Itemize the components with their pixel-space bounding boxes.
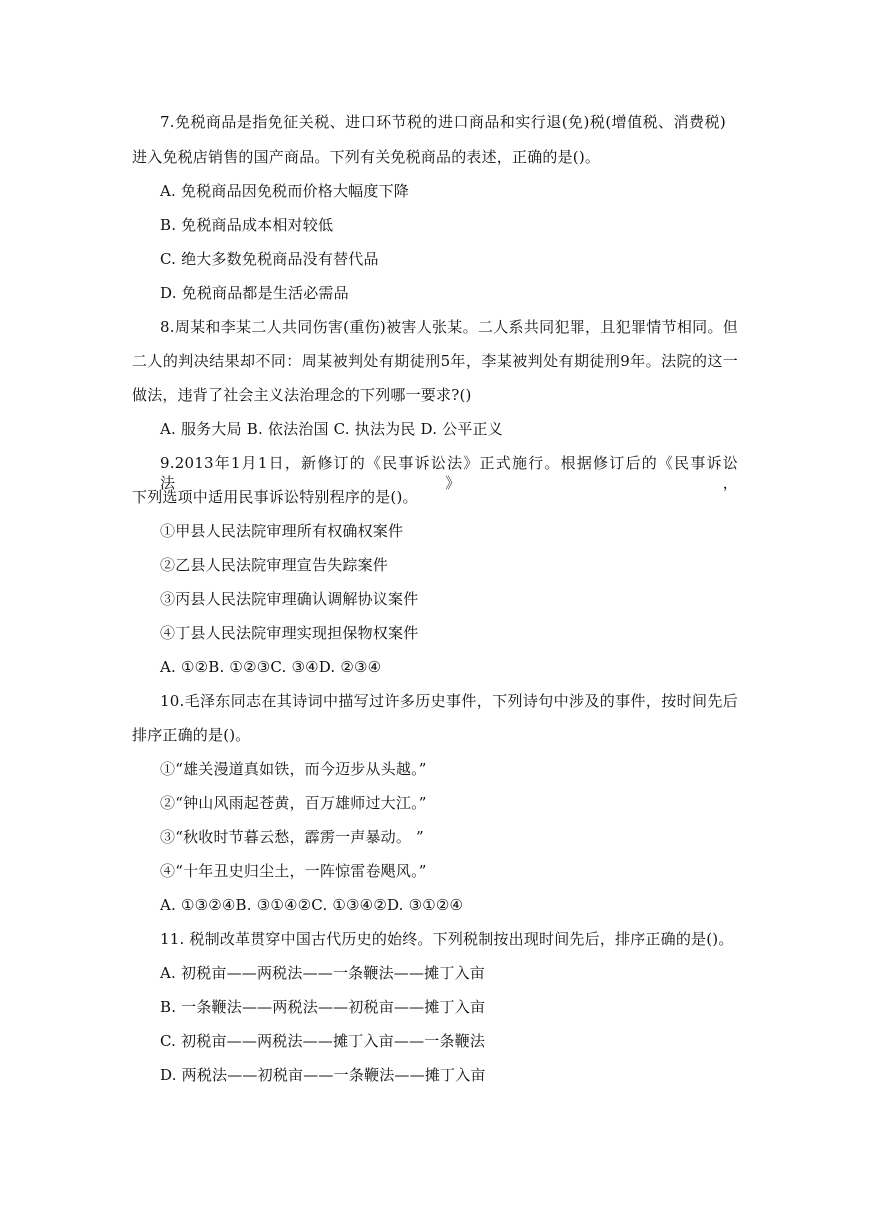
q9-item-2: ②乙县人民法院审理宣告失踪案件 xyxy=(160,556,389,574)
q11-option-a: A. 初税亩——两税法——一条鞭法——摊丁入亩 xyxy=(160,964,485,982)
q7-stem-line-1: 7.免税商品是指免征关税、进口环节税的进口商品和实行退(免)税(增值税、消费税) xyxy=(160,113,726,131)
q7-option-c: C. 绝大多数免税商品没有替代品 xyxy=(160,250,379,268)
q7-option-b: B. 免税商品成本相对较低 xyxy=(160,216,334,234)
q10-item-2: ②“钟山风雨起苍黄，百万雄师过大江。” xyxy=(160,794,427,812)
q9-item-1: ①甲县人民法院审理所有权确权案件 xyxy=(160,522,404,540)
q8-stem-line-2: 二人的判决结果却不同：周某被判处有期徒刑5年，李某被判处有期徒刑9年。法院的这一 xyxy=(132,352,738,370)
q7-option-a: A. 免税商品因免税而价格大幅度下降 xyxy=(160,182,409,200)
q8-options: A. 服务大局 B. 依法治国 C. 执法为民 D. 公平正义 xyxy=(160,420,503,438)
q10-item-1: ①“雄关漫道真如铁，而今迈步从头越。” xyxy=(160,760,427,778)
q9-item-4: ④丁县人民法院审理实现担保物权案件 xyxy=(160,624,419,642)
q7-stem-line-2: 进入免税店销售的国产商品。下列有关免税商品的表述，正确的是()。 xyxy=(132,148,601,166)
q7-option-d: D. 免税商品都是生活必需品 xyxy=(160,284,349,302)
q9-options: A. ①②B. ①②③C. ③④D. ②③④ xyxy=(160,658,382,676)
q9-stem-line-2: 下列选项中适用民事诉讼特别程序的是()。 xyxy=(132,488,418,506)
q9-stem-line-1: 9.2013年1月1日，新修订的《民事诉讼法》正式施行。根据修订后的《民事诉讼法》， xyxy=(160,454,738,492)
q8-stem-line-1: 8.周某和李某二人共同伤害(重伤)被害人张某。二人系共同犯罪，且犯罪情节相同。但 xyxy=(160,318,738,336)
q10-item-3: ③“秋收时节暮云愁，霹雳一声暴动。 ” xyxy=(160,828,424,846)
q11-stem-line-1: 11. 税制改革贯穿中国古代历史的始终。下列税制按出现时间先后，排序正确的是()。 xyxy=(160,930,734,948)
q10-stem-line-1: 10.毛泽东同志在其诗词中描写过许多历史事件，下列诗句中涉及的事件，按时间先后 xyxy=(160,692,738,710)
q11-option-c: C. 初税亩——两税法——摊丁入亩——一条鞭法 xyxy=(160,1032,486,1050)
q9-item-3: ③丙县人民法院审理确认调解协议案件 xyxy=(160,590,419,608)
q10-item-4: ④“十年丑史归尘土，一阵惊雷卷飓风。” xyxy=(160,862,427,880)
q10-stem-line-2: 排序正确的是()。 xyxy=(132,726,251,744)
q8-stem-line-3: 做法，违背了社会主义法治理念的下列哪一要求?() xyxy=(132,386,472,404)
q10-options: A. ①③②④B. ③①④②C. ①③④②D. ③①②④ xyxy=(160,896,464,914)
q11-option-b: B. 一条鞭法——两税法——初税亩——摊丁入亩 xyxy=(160,998,486,1016)
q11-option-d: D. 两税法——初税亩——一条鞭法——摊丁入亩 xyxy=(160,1066,486,1084)
